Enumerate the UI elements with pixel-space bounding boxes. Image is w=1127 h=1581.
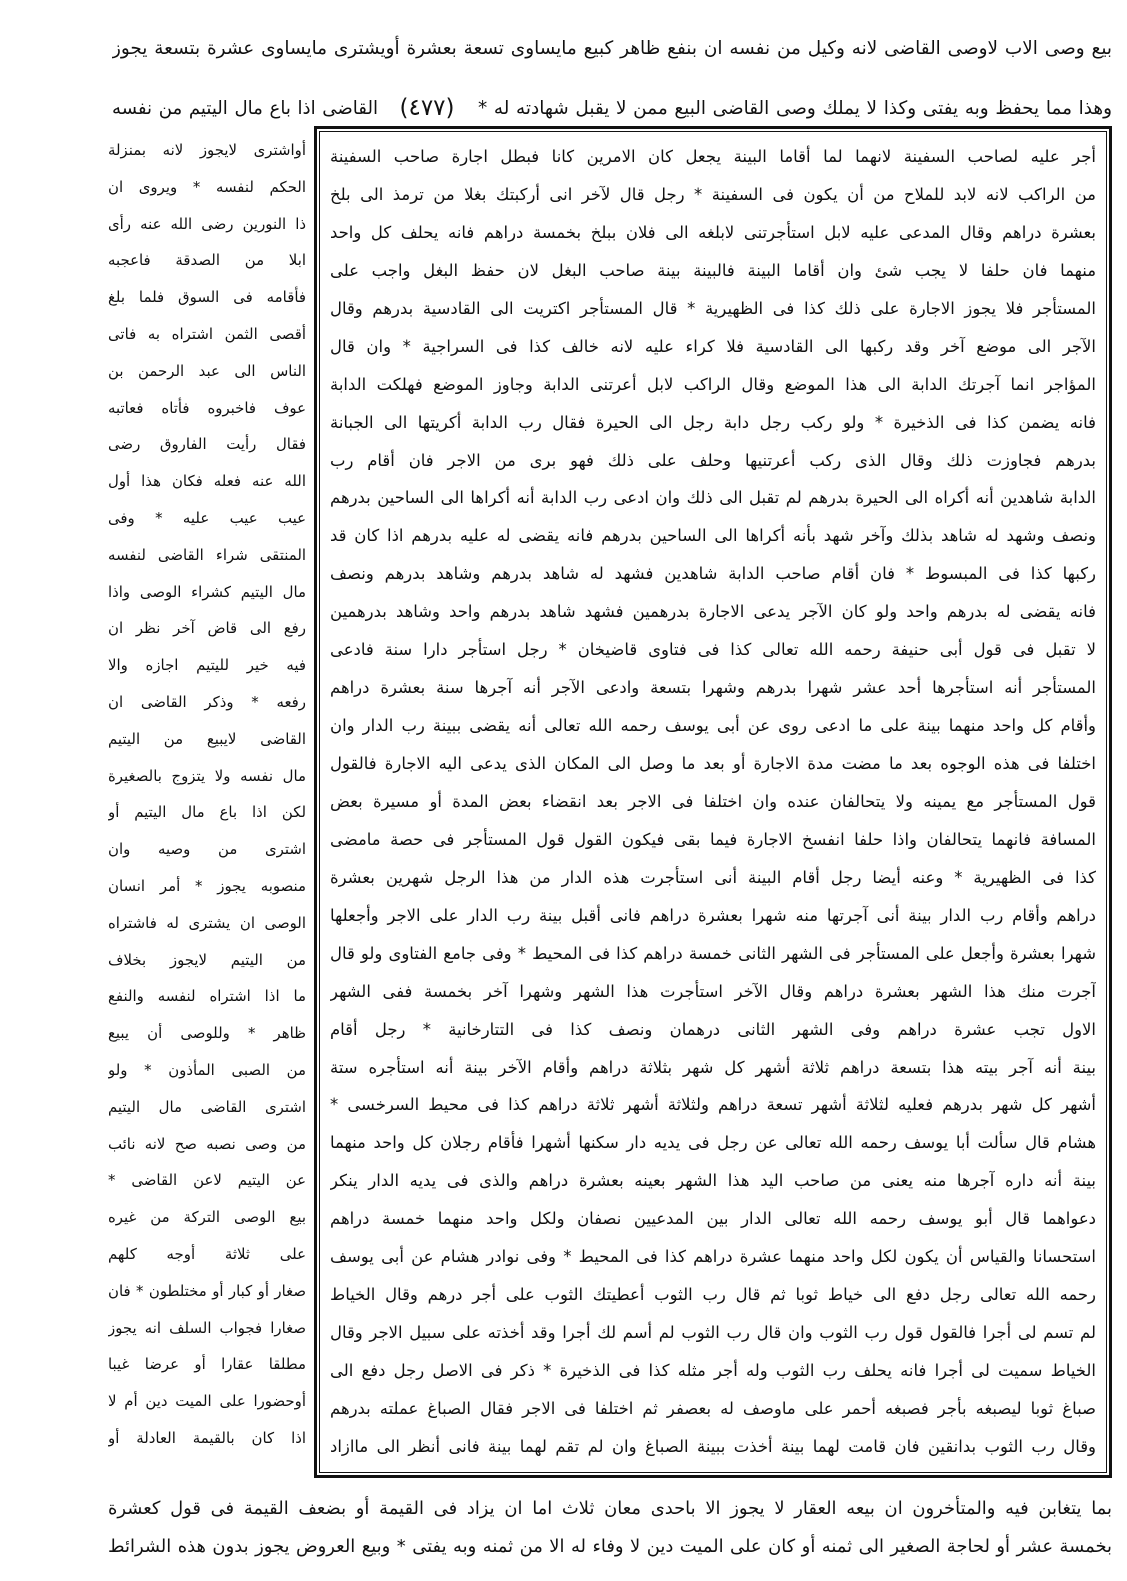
header-line-1 <box>112 30 1112 68</box>
main-text-line: المسافة فانهما يتحالفان واذا حلفا انفسخ الاجارة فيما بقى فيكون القول قول المستأجر فى حصة مامضى <box>330 829 1096 849</box>
margin-line: المنتقى شراء القاضى لنفسه <box>108 545 306 564</box>
footer-text <box>108 1490 1112 1566</box>
header-line-2-left-text: القاضى اذا باع مال اليتيم من نفسه <box>112 98 378 119</box>
main-text-line: المؤاجر انما آجرتك الدابة الى هذا الموضع وقال الراكب لابل أعرتنى الدابة وجاوز الموضع فهلكت الدابة <box>330 374 1096 394</box>
margin-line: الحكم لنفسه * ويروى ان <box>108 177 306 196</box>
margin-line: اذا كان بالقيمة العادلة أو <box>108 1428 306 1447</box>
main-text-line: قول المستأجر مع يمينه ولا يتحالفان عنده وان اختلفا فى الاجر بعد انقضاء بعض المدة أو مسيرة بعض <box>330 791 1096 811</box>
margin-line: على ثلاثة أوجه كلهم <box>108 1244 306 1263</box>
margin-line: مال نفسه ولا يتزوج بالصغيرة <box>108 766 306 785</box>
margin-line: فقال رأيت الفاروق رضى <box>108 435 306 454</box>
main-text-line: أشهر كل شهر بدرهم فعليه لثلاثة أشهر تسعة دراهم ولثلاثة أشهر ثلاثة دراهم كذا فى محيط السرخسى * <box>330 1095 1096 1115</box>
margin-commentary <box>108 132 306 1457</box>
margin-line: اشترى من وصيه وان <box>108 840 306 859</box>
main-text-line: دعواهما قال أبو يوسف رحمه الله تعالى الدار بين المدعيين نصفان ولكل واحد منهما خمسة دراهم <box>330 1209 1096 1229</box>
margin-line: بيع الوصى التركة من غيره <box>108 1208 306 1227</box>
main-text-line: صباغ ثوبا ليصبغه بأجر فصبغه أحمر على ماوصف له بعصفر ثم اختلفا فى الاجر فقال الصباغ عملته بدرهم <box>330 1398 1096 1418</box>
margin-line: الوصى ان يشترى له فاشتراه <box>108 913 306 932</box>
main-text-line: آجرت منك هذا الشهر بعشرة دراهم وقال الآخر استأجرت هذا الشهر وشهرا آخر بخمسة ففى الشهر <box>330 981 1096 1001</box>
margin-line: مال اليتيم كشراء الوصى واذا <box>108 582 306 601</box>
main-text-line: بينة أنه آجر بيته هذا بتسعة دراهم ثلاثة أشهر كل شهر بثلاثة دراهم وأقام الآخر بينة أنه استأجره ستة <box>330 1057 1096 1077</box>
margin-line: فيه خير لليتيم اجازه والا <box>108 656 306 675</box>
main-text-line: من الراكب لانه لابد للملاح من أن يكون فى السفينة * رجل قال لآخر انى أركبتك بغلا من ترمذ الى بلخ <box>330 184 1096 204</box>
main-text-line: الدابة شاهدين أنه أكراه الى الحيرة بدرهم لم تقبل الى ذلك وان ادعى رب الدابة أنه أكراها الى الساحين بدرهم <box>330 488 1096 508</box>
footer-line: بخمسة عشر أو لحاجة الصغير الى ثمنه أو كان على الميت دين لا وفاء له الا من ثمنه وبه يفتى * وبيع العروض يجوز بدون هذه الشرائط <box>108 1536 1112 1557</box>
margin-line: صغار أو كبار أو مختلطون * فان <box>108 1281 306 1300</box>
page-number: (٤٧٧) <box>399 95 455 121</box>
main-text-line: المستأجر فلا يجوز الاجارة على ذلك كذا فى الظهيرية * قال المستأجر اكتريت الى القادسية بدرهم وقال <box>330 298 1096 318</box>
main-text-body <box>319 131 1107 1473</box>
header-line-2-right-text: وهذا مما يحفظ وبه يفتى وكذا لا يملك وصى القاضى البيع ممن لا يقبل شهادته له * <box>478 98 1112 119</box>
main-text-line: ركبها كذا فى المبسوط * فان أقام صاحب الدابة شاهدين فشهد له شاهد بدرهم وشاهد بدرهم ونصف <box>330 564 1096 584</box>
main-text-line: منهما فان حلفا لا يجب شئ وان أقاما البينة فالبينة بينة صاحب البغل لان حفظ البغل واجب على <box>330 260 1096 280</box>
main-text-line: اختلفا فى هذه الوجوه بعد ما مضت مدة الاجارة أو بعد ما وصل الى المكان الذى يدعى اليه الاجارة فالقول <box>330 754 1096 773</box>
main-text-line: رحمه الله تعالى رجل دفع الى خياط ثوبا ثم قال رب الثوب أعطيتك الثوب على أجر درهم وقال الخياط <box>330 1285 1096 1305</box>
margin-line: من الصبى المأذون * ولو <box>108 1060 306 1079</box>
main-text-frame <box>314 126 1112 1478</box>
margin-line: فأقامه فى السوق فلما بلغ <box>108 288 306 307</box>
margin-line: صغارا فجواب السلف انه يجوز <box>108 1318 306 1337</box>
main-text-line: ونصف وشهد له شاهد بذلك وآخر شهد بأنه أكراها الى الساحين بدرهم فانه يقضى له عليه بدرهم اذا كان قد <box>330 526 1096 546</box>
margin-line: اشترى القاضى مال اليتيم <box>108 1097 306 1116</box>
margin-line: منصوبه يجوز * أمر انسان <box>108 876 306 895</box>
header-line-2-right <box>478 90 1112 128</box>
main-text-line: الآجر الى موضع آخر وقد ركبها الى القادسية فلا كراء عليه لانه خالف كذا فى السراجية * وان قال <box>330 336 1096 356</box>
header-line-2-left <box>112 90 378 128</box>
margin-line: عيب عيب عليه * وفى <box>108 508 306 527</box>
main-text-line: المستأجر أنه استأجرها أحد عشر شهرا بدرهم وشهرا بتسعة وادعى الآجر أنه آجرها سنة بعشرة دراهم <box>330 678 1096 698</box>
main-text-line: وأقام كل واحد منهما بينة على ما ادعى روى عن أبى يوسف رحمه الله تعالى أنه يقضى ببينة رب الدار وان <box>330 716 1096 736</box>
main-text-line: فانه يضمن كذا فى الذخيرة * ولو ركب رجل دابة رجل الى الحيرة فقال رب الدابة أكريتها الى الجبانة <box>330 412 1096 432</box>
margin-line: ما اذا اشتراه لنفسه والنفع <box>108 987 306 1006</box>
margin-line: لكن اذا باع مال اليتيم أو <box>108 803 306 822</box>
margin-line: الله عنه فعله فكان هذا أول <box>108 472 306 491</box>
margin-line: رفعه * وذكر القاضى ان <box>108 692 306 711</box>
main-text-line: الخياط سميت لى أجرا فانه يحلف رب الثوب وله أجر مثله كذا فى الذخيرة * ذكر فى الاصل رجل دفع الى <box>330 1361 1096 1380</box>
margin-line: من اليتيم لايجوز بخلاف <box>108 950 306 969</box>
margin-line: ظاهر * وللوصى أن يبيع <box>108 1024 306 1043</box>
margin-line: عن اليتيم لاعن القاضى * <box>108 1171 306 1190</box>
main-text-line: كذا فى الظهيرية * وعنه أيضا رجل أقام البينة أنى استأجرت هذه الدار من هذا الرجل شهرين بعشرة <box>330 867 1096 887</box>
main-text-line: استحسانا والقياس أن يكون لكل واحد منهما عشرة دراهم كذا فى المحيط * وفى نوادر هشام عن أبى يوسف <box>330 1247 1096 1267</box>
margin-line: من وصى نصبه صح لانه نائب <box>108 1134 306 1153</box>
header-line-1-text: بيع وصى الاب لاوصى القاضى لانه وكيل من نفسه ان بنفع ظاهر كبيع مايساوى تسعة بعشرة أويشترى مايساوى عشرة بتسعة يجوز <box>112 38 1112 59</box>
main-text-line: بدرهم فجاوزت ذلك وقال الذى ركب أعرتنيها وحلف على ذلك فهو برى من الاجر فان أقام رب <box>330 450 1096 470</box>
margin-line: مطلقا عقارا أو عرضا غيبا <box>108 1355 306 1374</box>
main-text-line: بينة أنه داره آجرها منه يعنى من صاحب اليد هذا الشهر بعينه بعشرة دراهم والذى فى يديه الدار ينكر <box>330 1171 1096 1191</box>
footer-line: بما يتغابن فيه والمتأخرون ان بيعه العقار لا يجوز الا باحدى معان ثلاث اما ان يزاد فى القيمة أو بضعف القيمة فى قول كعشرة <box>108 1498 1112 1519</box>
main-text-line: شهرا بعشرة وأجعل على المستأجر فى الشهر الثانى خمسة دراهم كذا فى المحيط * وفى جامع الفتاوى ولو قال <box>330 943 1096 963</box>
main-text-line: وقال رب الثوب بدانقين فان قامت لهما بينة أخذت ببينة الصباغ وان لم تقم لهما بينة فانى أنظر الى ماازاد <box>330 1436 1096 1456</box>
margin-line: عوف فاخبروه فأتاه فعاتبه <box>108 398 306 417</box>
margin-line: ذا النورين رضى الله عنه رأى <box>108 214 306 233</box>
margin-line: القاضى لايبيع من اليتيم <box>108 729 306 748</box>
main-text-line: أجر عليه لصاحب السفينة لانهما لما أقاما البينة يجعل كان الامرين كانا فبطل اجارة صاحب السفينة <box>330 147 1096 166</box>
margin-line: الناس الى عبد الرحمن بن <box>108 361 306 380</box>
margin-line: ابلا من الصدقة فاعجبه <box>108 251 306 270</box>
main-text-line: لا تقبل فى قول أبى حنيفة رحمه الله تعالى كذا فى فتاوى قاضيخان * رجل استأجر دارا سنة فادعى <box>330 640 1096 660</box>
margin-line: أوحضورا على الميت دين أم لا <box>108 1392 306 1411</box>
main-text-line: لم تسم لى أجرا فالقول قول رب الثوب وان قال رب الثوب لم أسم لك أجرا وقد أخذته على سبيل الاجر وقال <box>330 1323 1096 1343</box>
main-text-line: فانه يقضى له بدرهم واحد ولو كان الآجر يدعى الاجارة بدرهمين فشهد شاهد بدرهم واحد وشاهد بدرهمين <box>330 602 1096 622</box>
main-text-line: بعشرة دراهم وقال المدعى عليه لابل استأجرتنى لابلغه الى فلان ببلخ بخمسة دراهم فانه يحلف كل واحد <box>330 222 1096 242</box>
main-text-line: دراهم وأقام رب الدار بينة أنى آجرتها منه شهرا بعشرة دراهم فانى أقبل بينة رب الدار على الاجر وأجعلها <box>330 905 1096 925</box>
main-text-line: الاول تجب عشرة دراهم وفى الشهر الثانى درهمان ونصف كذا فى التتارخانية * رجل أقام <box>330 1019 1096 1039</box>
margin-line: أواشترى لايجوز لانه بمنزلة <box>108 141 306 159</box>
main-text-line: هشام قال سألت أبا يوسف رحمه الله تعالى عن رجل فى يديه دار سكنها أشهرا فأقام رجلان كل واحد منهما <box>330 1133 1096 1153</box>
margin-line: رفع الى قاض آخر نظر ان <box>108 619 306 638</box>
margin-line: أقصى الثمن اشتراه به فاتى <box>108 324 306 343</box>
